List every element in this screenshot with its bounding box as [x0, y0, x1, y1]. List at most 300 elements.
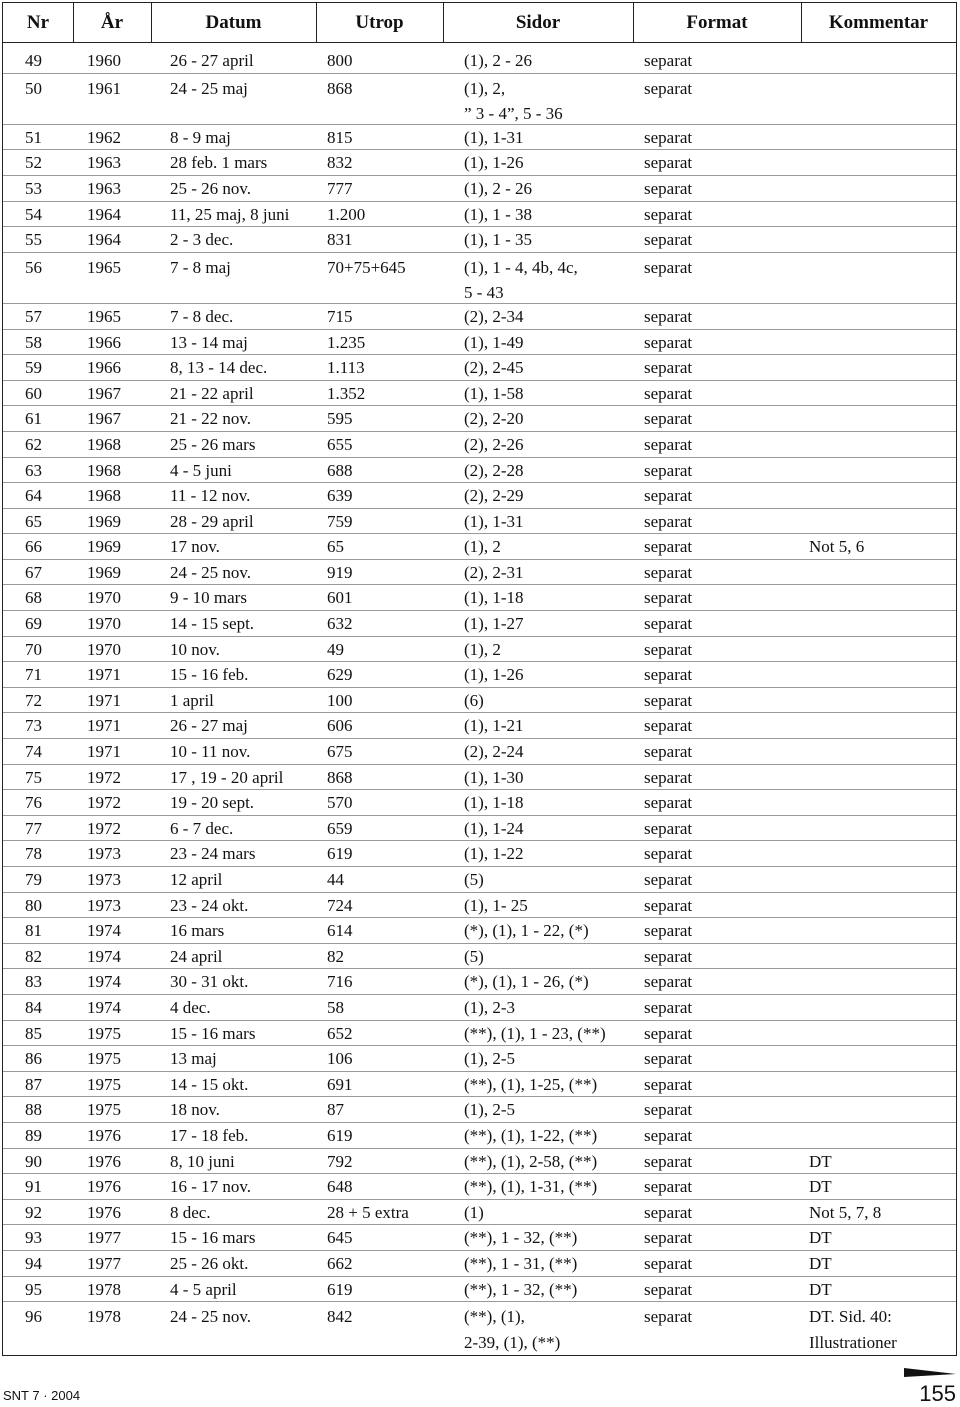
cell-print-run-line: 659 — [327, 818, 353, 838]
cell-nr-line: 75 — [25, 767, 42, 787]
cell-year — [87, 1277, 121, 1303]
cell-year-line: 1970 — [87, 639, 121, 659]
cell-year — [87, 355, 121, 381]
cell-format-line: separat — [644, 614, 693, 634]
cell-nr — [25, 688, 42, 714]
table-row — [3, 790, 956, 816]
cell-comment-line: DT — [809, 1177, 832, 1197]
cell-format-line: separat — [644, 716, 693, 736]
table-header — [3, 3, 956, 43]
cell-pages-line: (1), 2 — [464, 639, 501, 659]
cell-pages — [464, 406, 523, 432]
cell-year-line: 1975 — [87, 1074, 121, 1094]
cell-print-run — [327, 713, 353, 739]
cell-print-run-line: 919 — [327, 562, 353, 582]
table-row — [3, 1021, 956, 1047]
cell-pages — [464, 611, 523, 637]
cell-date — [170, 637, 220, 663]
header-pages: Sidor — [515, 12, 561, 33]
cell-year-line: 1974 — [87, 997, 121, 1017]
table-row — [3, 1200, 956, 1226]
cell-year-line: 1975 — [87, 1100, 121, 1120]
cell-format — [644, 150, 692, 176]
cell-year — [87, 1251, 121, 1277]
cell-print-run — [327, 688, 353, 714]
column-divider — [801, 3, 802, 42]
cell-nr-line: 63 — [25, 460, 42, 480]
cell-print-run-line: 831 — [327, 230, 353, 250]
cell-year-line: 1968 — [87, 434, 121, 454]
cell-format — [644, 1174, 692, 1200]
cell-format — [644, 739, 692, 765]
cell-date — [170, 458, 232, 484]
cell-print-run — [327, 662, 353, 688]
cell-pages-line: (2), 2-31 — [464, 562, 524, 582]
cell-date-line: 30 - 31 okt. — [170, 972, 249, 992]
cell-date-line: 25 - 26 nov. — [170, 178, 252, 198]
cell-format-line: separat — [644, 742, 693, 762]
cell-year-line: 1965 — [87, 306, 121, 326]
cell-format-line: separat — [644, 818, 693, 838]
cell-nr — [25, 125, 42, 151]
cell-date-line: 8, 10 juni — [170, 1151, 235, 1171]
cell-year — [87, 841, 121, 867]
cell-year — [87, 483, 121, 509]
cell-print-run — [327, 1200, 409, 1226]
cell-nr-line: 55 — [25, 230, 42, 250]
cell-year — [87, 176, 121, 202]
cell-pages — [464, 841, 523, 867]
cell-comment — [809, 1174, 832, 1200]
cell-nr-line: 76 — [25, 793, 42, 813]
cell-year — [87, 1149, 121, 1175]
table-row — [3, 355, 956, 381]
cell-nr — [25, 255, 42, 281]
cell-format — [644, 483, 692, 509]
cell-comment — [809, 1200, 881, 1226]
cell-print-run — [327, 1225, 353, 1251]
cell-nr — [25, 969, 42, 995]
cell-pages-line: (**), 1 - 31, (**) — [464, 1253, 578, 1273]
cell-pages-line: (1), 2 - 26 — [464, 51, 532, 70]
cell-print-run — [327, 406, 353, 432]
cell-year-line: 1968 — [87, 486, 121, 506]
cell-date-line: 16 - 17 nov. — [170, 1177, 252, 1197]
cell-pages — [464, 969, 589, 995]
cell-format — [644, 713, 692, 739]
cell-format-line: separat — [644, 537, 693, 557]
cell-nr — [25, 713, 42, 739]
cell-pages — [464, 381, 523, 407]
table-row — [3, 253, 956, 304]
cell-nr — [25, 381, 42, 407]
cell-date-line: 10 nov. — [170, 639, 220, 659]
cell-format — [644, 841, 692, 867]
cell-pages-line: (1), 1 - 4, 4b, 4c, — [464, 257, 578, 277]
cell-year-line: 1973 — [87, 870, 121, 889]
cell-nr-line: 86 — [25, 1049, 42, 1069]
cell-pages-line: (1), 1-26 — [464, 665, 524, 685]
cell-year-line: 1976 — [87, 1151, 121, 1171]
cell-date — [170, 611, 254, 637]
cell-date-line: 4 - 5 juni — [170, 460, 232, 480]
cell-year — [87, 637, 121, 663]
cell-pages-line: (1), 1-31 — [464, 127, 524, 147]
cell-format-line: separat — [644, 257, 693, 277]
table-row — [3, 1046, 956, 1072]
cell-date — [170, 534, 220, 560]
cell-nr-line: 73 — [25, 716, 42, 736]
cell-year — [87, 611, 121, 637]
cell-print-run — [327, 150, 353, 176]
cell-pages — [464, 1251, 577, 1277]
cell-nr — [25, 202, 42, 228]
cell-year — [87, 790, 121, 816]
header-comment: Kommentar — [828, 12, 929, 33]
cell-nr-line: 81 — [25, 921, 42, 941]
cell-print-run-line: 800 — [327, 51, 353, 70]
cell-pages-line: (1) — [464, 1202, 484, 1222]
cell-year — [87, 76, 121, 102]
cell-print-run — [327, 176, 353, 202]
table-row — [3, 1174, 956, 1200]
cell-format — [644, 406, 692, 432]
cell-year — [87, 458, 121, 484]
table-row — [3, 969, 956, 995]
cell-format — [644, 202, 692, 228]
cell-date-line: 17 nov. — [170, 537, 220, 557]
cell-print-run-line: 106 — [327, 1049, 353, 1069]
cell-pages — [464, 483, 523, 509]
cell-date-line: 4 - 5 april — [170, 1279, 237, 1299]
cell-format-line: separat — [644, 895, 693, 915]
table-row — [3, 739, 956, 765]
cell-print-run-line: 82 — [327, 946, 344, 966]
header-print-run: Utrop — [355, 12, 404, 33]
cell-nr-line: 66 — [25, 537, 42, 557]
cell-format — [644, 330, 692, 356]
cell-format — [644, 637, 692, 663]
cell-print-run-line: 614 — [327, 921, 353, 941]
cell-print-run-line: 691 — [327, 1074, 353, 1094]
cell-nr-line: 68 — [25, 588, 42, 608]
cell-year — [87, 816, 121, 842]
cell-nr-line: 90 — [25, 1151, 42, 1171]
cell-pages-line2: 5 - 43 — [464, 283, 504, 303]
cell-print-run — [327, 381, 365, 407]
table-row — [3, 330, 956, 356]
cell-print-run-line: 655 — [327, 434, 353, 454]
cell-nr-line: 56 — [25, 257, 42, 277]
cell-nr-line: 49 — [25, 51, 42, 70]
cell-year — [87, 585, 121, 611]
cell-date — [170, 1174, 251, 1200]
cell-date-line: 4 dec. — [170, 997, 211, 1017]
cell-print-run-line: 1.200 — [327, 204, 366, 224]
cell-format-line: separat — [644, 434, 693, 454]
cell-pages-line: (1), 2 - 26 — [464, 178, 532, 198]
cell-nr-line: 67 — [25, 562, 42, 582]
cell-nr — [25, 458, 42, 484]
cell-pages-line: (1), 1-30 — [464, 767, 524, 787]
cell-nr-line: 53 — [25, 178, 42, 198]
cell-date — [170, 995, 211, 1021]
cell-format-line: separat — [644, 51, 693, 70]
cell-pages — [464, 1225, 577, 1251]
cell-print-run-line: 65 — [327, 537, 344, 557]
header-nr: Nr — [26, 12, 50, 33]
table-row — [3, 1123, 956, 1149]
cell-pages-line: (**), (1), 1-22, (**) — [464, 1125, 598, 1145]
cell-format-line: separat — [644, 921, 693, 941]
cell-year — [87, 304, 121, 330]
table-row — [3, 918, 956, 944]
cell-date-line: 26 - 27 april — [170, 51, 254, 70]
cell-format-line: separat — [644, 1253, 693, 1273]
cell-pages-line2: ” 3 - 4”, 5 - 36 — [464, 104, 563, 124]
cell-print-run — [327, 944, 344, 970]
cell-pages — [464, 1304, 560, 1355]
table-row — [3, 458, 956, 484]
cell-nr — [25, 406, 42, 432]
cell-date — [170, 662, 248, 688]
cell-year — [87, 713, 121, 739]
cell-date — [170, 1251, 248, 1277]
cell-date — [170, 125, 231, 151]
cell-format — [644, 1097, 692, 1123]
cell-nr-line: 74 — [25, 742, 42, 762]
cell-format — [644, 1251, 692, 1277]
cell-year-line: 1976 — [87, 1125, 121, 1145]
cell-year — [87, 995, 121, 1021]
cell-print-run — [327, 1021, 353, 1047]
cell-nr — [25, 1046, 42, 1072]
cell-date — [170, 816, 233, 842]
table-row — [3, 227, 956, 253]
cell-pages — [464, 534, 501, 560]
cell-pages — [464, 1021, 606, 1047]
cell-nr-line: 82 — [25, 946, 42, 966]
cell-nr — [25, 944, 42, 970]
cell-date-line: 12 april — [170, 870, 223, 889]
cell-date-line: 28 - 29 april — [170, 511, 254, 531]
cell-comment-line: DT — [809, 1253, 832, 1273]
cell-format — [644, 944, 692, 970]
cell-date-line: 7 - 8 maj — [170, 257, 231, 277]
cell-date-line: 14 - 15 okt. — [170, 1074, 249, 1094]
cell-pages-line: (**), (1), 1-31, (**) — [464, 1177, 598, 1197]
cell-pages — [464, 790, 523, 816]
cell-pages-line: (1), 2, — [464, 78, 506, 98]
cell-pages-line: (1), 1-31 — [464, 511, 524, 531]
cell-format — [644, 509, 692, 535]
cell-pages — [464, 509, 523, 535]
cell-date — [170, 304, 233, 330]
cell-year-line: 1971 — [87, 690, 121, 710]
cell-format-line: separat — [644, 1049, 693, 1069]
cell-nr — [25, 1021, 42, 1047]
cell-format — [644, 1225, 692, 1251]
cell-date — [170, 841, 255, 867]
cell-print-run-line: 595 — [327, 409, 353, 429]
cell-print-run-line: 868 — [327, 767, 353, 787]
cell-format — [644, 816, 692, 842]
cell-comment-line: DT — [809, 1279, 832, 1299]
cell-format — [644, 918, 692, 944]
cell-year — [87, 1072, 121, 1098]
table-row — [3, 662, 956, 688]
cell-format-line: separat — [644, 486, 693, 506]
cell-year — [87, 202, 121, 228]
cell-nr-line: 84 — [25, 997, 42, 1017]
cell-pages — [464, 867, 484, 893]
cell-date — [170, 1097, 220, 1123]
cell-year-line: 1971 — [87, 716, 121, 736]
cell-format-line: separat — [644, 383, 693, 403]
cell-date — [170, 1304, 251, 1330]
table-row — [3, 585, 956, 611]
cell-format-line: separat — [644, 767, 693, 787]
cell-pages-line: (1), 2 — [464, 537, 501, 557]
cell-print-run-line: 58 — [327, 997, 344, 1017]
cell-date — [170, 483, 250, 509]
cell-date — [170, 509, 254, 535]
cell-print-run-line: 759 — [327, 511, 353, 531]
cell-nr-line: 83 — [25, 972, 42, 992]
cell-date-line: 13 - 14 maj — [170, 332, 248, 352]
cell-print-run — [327, 790, 353, 816]
cell-comment-line: DT — [809, 1228, 832, 1248]
cell-year — [87, 662, 121, 688]
cell-year-line: 1976 — [87, 1202, 121, 1222]
cell-date — [170, 765, 283, 791]
cell-nr-line: 85 — [25, 1023, 42, 1043]
cell-date-line: 8 - 9 maj — [170, 127, 231, 147]
cell-pages — [464, 918, 589, 944]
cell-print-run-line: 648 — [327, 1177, 353, 1197]
cell-date-line: 7 - 8 dec. — [170, 306, 234, 326]
cell-comment-line: Not 5, 6 — [809, 537, 865, 557]
cell-pages-line: (2), 2-45 — [464, 358, 524, 378]
table-body — [3, 48, 956, 1353]
cell-year — [87, 330, 121, 356]
cell-date-line: 18 nov. — [170, 1100, 220, 1120]
cell-pages-line: (2), 2-28 — [464, 460, 524, 480]
cell-date — [170, 381, 254, 407]
cell-print-run-line: 49 — [327, 639, 344, 659]
cell-date — [170, 227, 233, 253]
cell-pages — [464, 255, 578, 306]
table-row — [3, 1149, 956, 1175]
cell-print-run-line: 619 — [327, 844, 353, 864]
cell-pages-line: (**), (1), 1-25, (**) — [464, 1074, 598, 1094]
cell-nr — [25, 432, 42, 458]
table-row — [3, 1251, 956, 1277]
cell-date-line: 24 - 25 maj — [170, 78, 248, 98]
cell-nr-line: 72 — [25, 690, 42, 710]
column-divider — [151, 3, 152, 42]
cell-format-line: separat — [644, 332, 693, 352]
cell-year — [87, 381, 121, 407]
cell-format-line: separat — [644, 946, 693, 966]
cell-pages — [464, 227, 532, 253]
table-row — [3, 509, 956, 535]
cell-pages — [464, 1149, 597, 1175]
cell-date — [170, 176, 251, 202]
cell-pages — [464, 585, 523, 611]
cell-nr — [25, 1149, 42, 1175]
cell-nr-line: 61 — [25, 409, 42, 429]
cell-pages-line: (**), 1 - 32, (**) — [464, 1228, 578, 1248]
cell-format-line: separat — [644, 1074, 693, 1094]
cell-date-line: 14 - 15 sept. — [170, 614, 255, 634]
cell-date — [170, 1021, 255, 1047]
cell-pages-line: (*), (1), 1 - 22, (*) — [464, 921, 589, 941]
journal-issue: SNT 7 · 2004 — [3, 1388, 81, 1403]
cell-date — [170, 1225, 255, 1251]
table-row — [3, 995, 956, 1021]
cell-pages — [464, 944, 484, 970]
cell-nr — [25, 739, 42, 765]
cell-nr — [25, 611, 42, 637]
cell-date-line: 8, 13 - 14 dec. — [170, 358, 268, 378]
cell-pages — [464, 1277, 577, 1303]
cell-nr-line: 60 — [25, 383, 42, 403]
cell-nr — [25, 841, 42, 867]
cell-print-run-line: 632 — [327, 614, 353, 634]
cell-year-line: 1971 — [87, 665, 121, 685]
cell-year — [87, 48, 121, 74]
table-row — [3, 1225, 956, 1251]
cell-format — [644, 458, 692, 484]
cell-print-run — [327, 611, 353, 637]
cell-format — [644, 125, 692, 151]
cell-format — [644, 1021, 692, 1047]
cell-print-run-line: 724 — [327, 895, 353, 915]
cell-date — [170, 944, 222, 970]
cell-year-line: 1972 — [87, 767, 121, 787]
cell-print-run — [327, 995, 344, 1021]
cell-date — [170, 790, 254, 816]
cell-print-run — [327, 1251, 353, 1277]
cell-year — [87, 944, 121, 970]
cell-format-line: separat — [644, 588, 693, 608]
cell-pages-line: (1), 1-24 — [464, 818, 524, 838]
cell-pages — [464, 176, 532, 202]
cell-comment-line: Not 5, 7, 8 — [809, 1202, 882, 1222]
cell-year — [87, 1046, 121, 1072]
cell-date-line: 16 mars — [170, 921, 225, 941]
cell-print-run — [327, 330, 365, 356]
cell-print-run-line: 1.113 — [327, 358, 365, 378]
cell-nr-line: 79 — [25, 870, 42, 889]
cell-year — [87, 534, 121, 560]
cell-pages-line: (1), 1 - 38 — [464, 204, 532, 224]
cell-format-line: separat — [644, 127, 693, 147]
cell-print-run-line: 777 — [327, 178, 353, 198]
cell-nr-line: 69 — [25, 614, 42, 634]
cell-date — [170, 255, 231, 281]
cell-print-run — [327, 739, 353, 765]
cell-year-line: 1967 — [87, 409, 121, 429]
cell-print-run — [327, 969, 353, 995]
cell-nr — [25, 330, 42, 356]
table-row — [3, 125, 956, 151]
cell-year-line: 1977 — [87, 1253, 121, 1273]
cell-print-run-line: 792 — [327, 1151, 353, 1171]
cell-pages-line: (**), (1), 1 - 23, (**) — [464, 1023, 606, 1043]
cell-date-line: 21 - 22 nov. — [170, 409, 252, 429]
